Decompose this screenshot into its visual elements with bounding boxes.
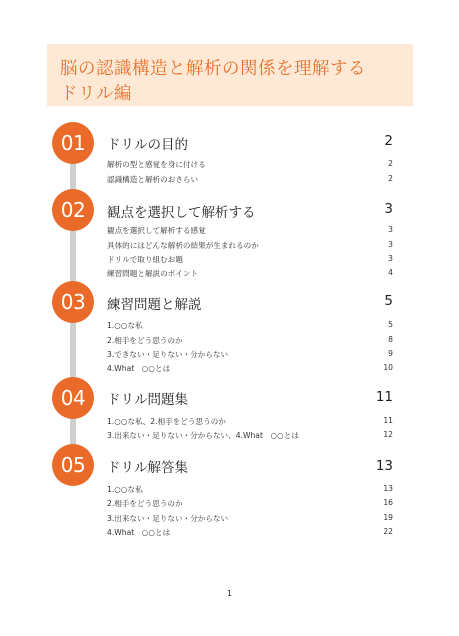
toc-item[interactable] (107, 498, 393, 512)
toc-item-label: 1.○○な私、2.相手をどう思うのか (107, 417, 226, 426)
toc-item[interactable] (107, 335, 393, 349)
toc-item-page: 2 (388, 174, 393, 183)
section-number-badge: 03 (52, 281, 94, 323)
section-title[interactable]: 練習問題と解説 (107, 297, 202, 313)
toc-item-label: 具体的にはどんな解析の結果が生まれるのか (107, 241, 259, 250)
section-number-badge: 01 (52, 122, 94, 164)
toc-item[interactable] (107, 240, 393, 254)
toc-item-label: 解析の型と感覚を身に付ける (107, 160, 206, 169)
toc-item-label: 観点を選択して解析する感覚 (107, 226, 206, 235)
toc-item-page: 22 (383, 527, 393, 536)
section-number-badge: 05 (52, 444, 94, 486)
section-title[interactable]: ドリル解答集 (107, 460, 188, 476)
toc-item-page: 3 (388, 254, 393, 263)
toc-item[interactable] (107, 268, 393, 282)
toc-item[interactable] (107, 225, 393, 239)
toc-item[interactable] (107, 320, 393, 334)
toc-item-label: 2.相手をどう思うのか (107, 336, 183, 345)
section-page-number: 13 (375, 458, 393, 474)
document-title-line-1: 脳の認識構造と解析の関係を理解する (60, 59, 366, 79)
toc-item[interactable] (107, 513, 393, 527)
toc-item-page: 2 (388, 159, 393, 168)
toc-item[interactable] (107, 430, 393, 444)
toc-item-label: 3.できない・足りない・分からない (107, 350, 229, 359)
toc-item[interactable] (107, 484, 393, 498)
page-number-footer: 1 (227, 589, 232, 598)
toc-item-page: 3 (388, 240, 393, 249)
section-page-number: 5 (384, 293, 393, 309)
toc-item-label: ドリルで取り組むお題 (107, 255, 183, 264)
toc-item-page: 5 (388, 320, 393, 329)
document-title-line-2: ドリル編 (60, 84, 132, 104)
toc-item-page: 4 (388, 268, 393, 277)
toc-item[interactable] (107, 159, 393, 173)
toc-item-label: 4.What ○○とは (107, 364, 171, 373)
toc-item-page: 11 (383, 416, 393, 425)
section-number-badge: 02 (52, 189, 94, 231)
section-page-number: 11 (375, 389, 393, 405)
toc-item-label: 2.相手をどう思うのか (107, 499, 183, 508)
toc-item[interactable] (107, 174, 393, 188)
toc-item[interactable] (107, 254, 393, 268)
toc-item-label: 1.○○な私 (107, 485, 143, 494)
toc-item-page: 16 (383, 498, 393, 507)
toc-item-page: 13 (383, 484, 393, 493)
toc-item-label: 3.出来ない・足りない・分からない、4.What ○○とは (107, 431, 299, 440)
section-page-number: 2 (384, 133, 393, 149)
toc-item[interactable] (107, 416, 393, 430)
toc-item-label: 4.What ○○とは (107, 528, 171, 537)
toc-item[interactable] (107, 363, 393, 377)
toc-item-label: 1.○○な私 (107, 321, 143, 330)
section-page-number: 3 (384, 201, 393, 217)
toc-item-page: 8 (388, 335, 393, 344)
toc-item-page: 3 (388, 225, 393, 234)
toc-item-label: 3.出来ない・足りない・分からない (107, 514, 229, 523)
toc-item-page: 10 (383, 363, 393, 372)
toc-item-page: 12 (383, 430, 393, 439)
toc-item-label: 練習問題と解説のポイント (107, 269, 199, 278)
section-title[interactable]: ドリルの目的 (107, 137, 188, 153)
toc-item-page: 9 (388, 349, 393, 358)
toc-item-label: 認識構造と解析のおさらい (107, 175, 199, 184)
toc-item-page: 19 (383, 513, 393, 522)
toc-item[interactable] (107, 527, 393, 541)
toc-item[interactable] (107, 349, 393, 363)
section-title[interactable]: 観点を選択して解析する (107, 205, 256, 221)
section-title[interactable]: ドリル問題集 (107, 392, 188, 408)
section-number-badge: 04 (52, 377, 94, 419)
